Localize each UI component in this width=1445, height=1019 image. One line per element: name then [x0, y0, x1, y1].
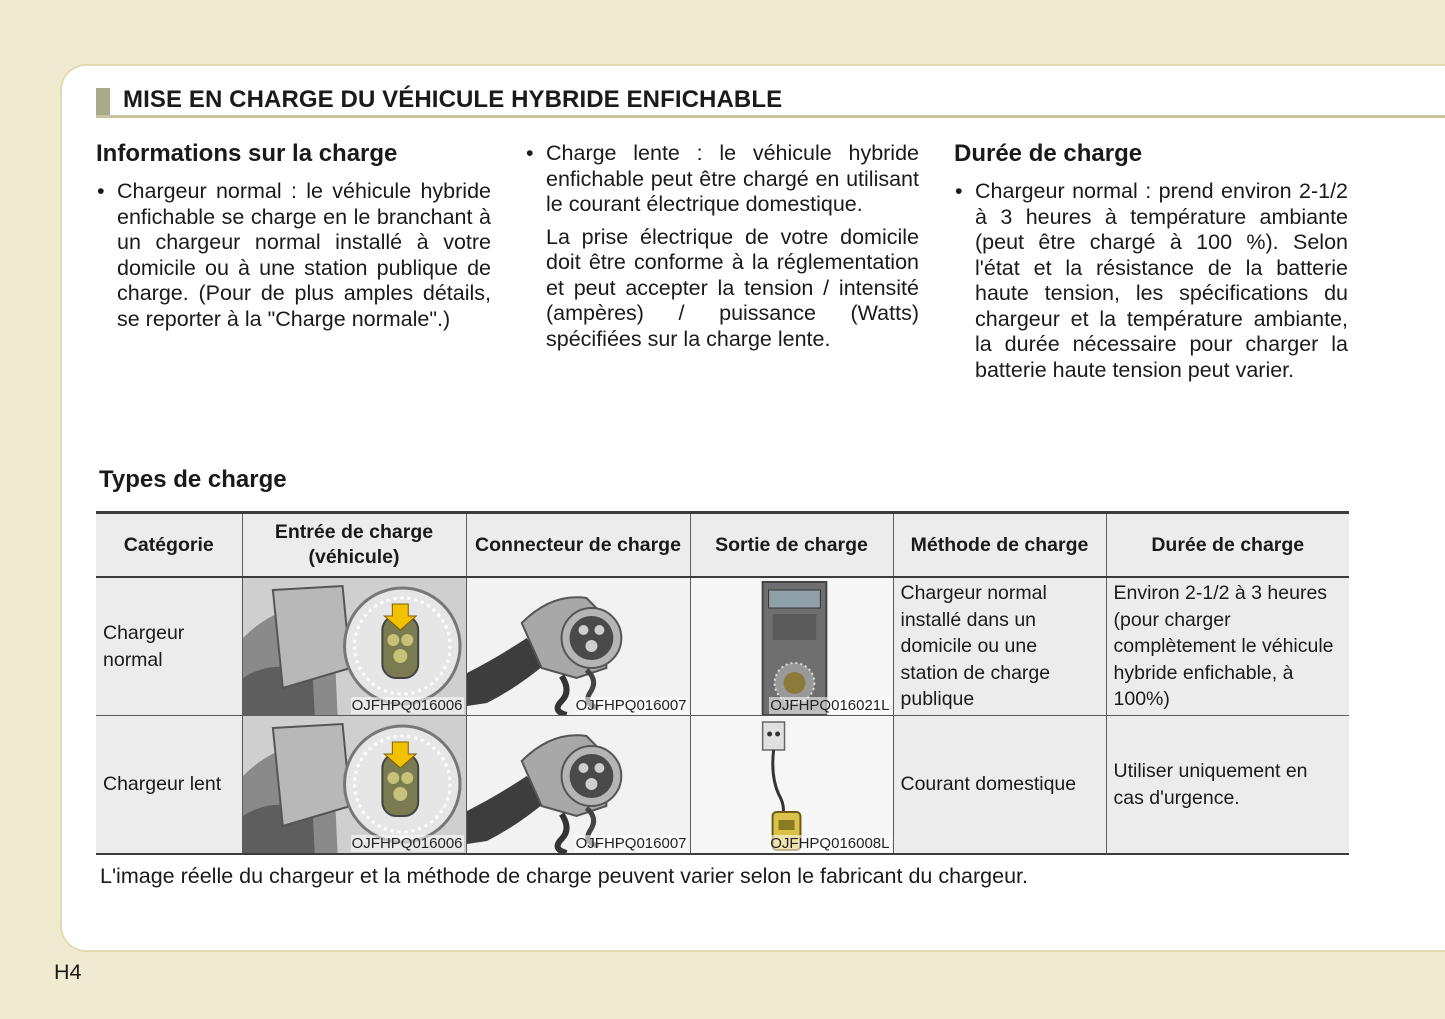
- duration-cell: Environ 2-1/2 à 3 heures (pour charger complètement le véhicule hybride enfichable, à 100%): [1106, 577, 1349, 716]
- column-header-inlet: Entrée de charge (véhicule): [242, 513, 466, 578]
- category-cell: Chargeur normal: [96, 577, 242, 716]
- charge-inlet-image: [243, 578, 466, 715]
- slow-charge-text: Charge lente : le véhicule hybride enfichable peut être chargé en utilisant le courant électrique domestique.: [546, 141, 919, 216]
- bullet-icon: •: [97, 179, 105, 203]
- column-header-duration: Durée de charge: [1106, 513, 1349, 578]
- charge-info-bullet: [97, 179, 491, 332]
- column-header-outlet: Sortie de charge: [690, 513, 893, 578]
- charge-duration-text: Chargeur normal : prend environ 2-1/2 à 3 heures à température ambiante (peut être chargé à 100 %). Selon l'état et la résistance de la batterie haute tension, les spécifications du chargeur et la température ambiante, la durée nécessaire pour charger la batterie haute tension peut varier.: [975, 179, 1348, 382]
- charge-types-heading: Types de charge: [99, 466, 287, 493]
- image-code: OJFHPQ016021L: [770, 697, 890, 714]
- connector-image-cell: [466, 577, 690, 716]
- charge-inlet-image: [243, 716, 466, 853]
- charge-connector-image: [467, 578, 690, 715]
- charge-duration-bullet: [955, 179, 1348, 383]
- column-header-method: Méthode de charge: [893, 513, 1106, 578]
- charge-duration-heading: Durée de charge: [954, 140, 1143, 167]
- charge-types-table: [96, 511, 1349, 855]
- page-title: MISE EN CHARGE DU VÉHICULE HYBRIDE ENFICHABLE: [123, 86, 783, 113]
- charge-connector-image: [467, 716, 690, 853]
- method-cell: Courant domestique: [893, 716, 1106, 855]
- image-code: OJFHPQ016008L: [770, 835, 890, 852]
- slow-charge-bullet: [526, 141, 919, 352]
- image-code: OJFHPQ016006: [351, 835, 463, 852]
- category-cell: Chargeur lent: [96, 716, 242, 855]
- duration-cell: Utiliser uniquement en cas d'urgence.: [1106, 716, 1349, 855]
- bullet-icon: •: [526, 141, 534, 165]
- outlet-image-cell: [690, 577, 893, 716]
- page-number: H4: [54, 960, 82, 984]
- image-code: OJFHPQ016007: [575, 835, 687, 852]
- household-outlet-image: [691, 716, 893, 853]
- connector-image-cell: [466, 716, 690, 855]
- outlet-requirement-text: La prise électrique de votre domicile doit être conforme à la réglementation et peut accepter la tension / intensité (ampères) / puissance (Watts) spécifiées sur la charge lente.: [546, 224, 919, 351]
- inlet-image-cell: [242, 716, 466, 855]
- column-header-connector: Connecteur de charge: [466, 513, 690, 578]
- method-cell: Chargeur normal installé dans un domicile ou une station de charge publique: [893, 577, 1106, 716]
- charge-info-text: Chargeur normal : le véhicule hybride enfichable se charge en le branchant à un chargeur normal installé à votre domicile ou à une station publique de charge. (Pour de plus amples détails, se reporter à la "Charge normale".): [117, 179, 491, 331]
- charge-info-heading: Informations sur la charge: [96, 140, 398, 167]
- bullet-icon: •: [955, 179, 963, 203]
- footnote: L'image réelle du chargeur et la méthode de charge peuvent varier selon le fabricant du chargeur.: [100, 864, 1028, 888]
- table-row: [96, 716, 1349, 855]
- image-code: OJFHPQ016007: [575, 697, 687, 714]
- wall-charger-image: [691, 578, 893, 715]
- table-header-row: [96, 513, 1349, 578]
- title-accent-bar: [96, 88, 110, 115]
- table-row: [96, 577, 1349, 716]
- column-header-category: Catégorie: [96, 513, 242, 578]
- section-title-bar: [96, 86, 1445, 118]
- image-code: OJFHPQ016006: [351, 697, 463, 714]
- inlet-image-cell: [242, 577, 466, 716]
- outlet-image-cell: [690, 716, 893, 855]
